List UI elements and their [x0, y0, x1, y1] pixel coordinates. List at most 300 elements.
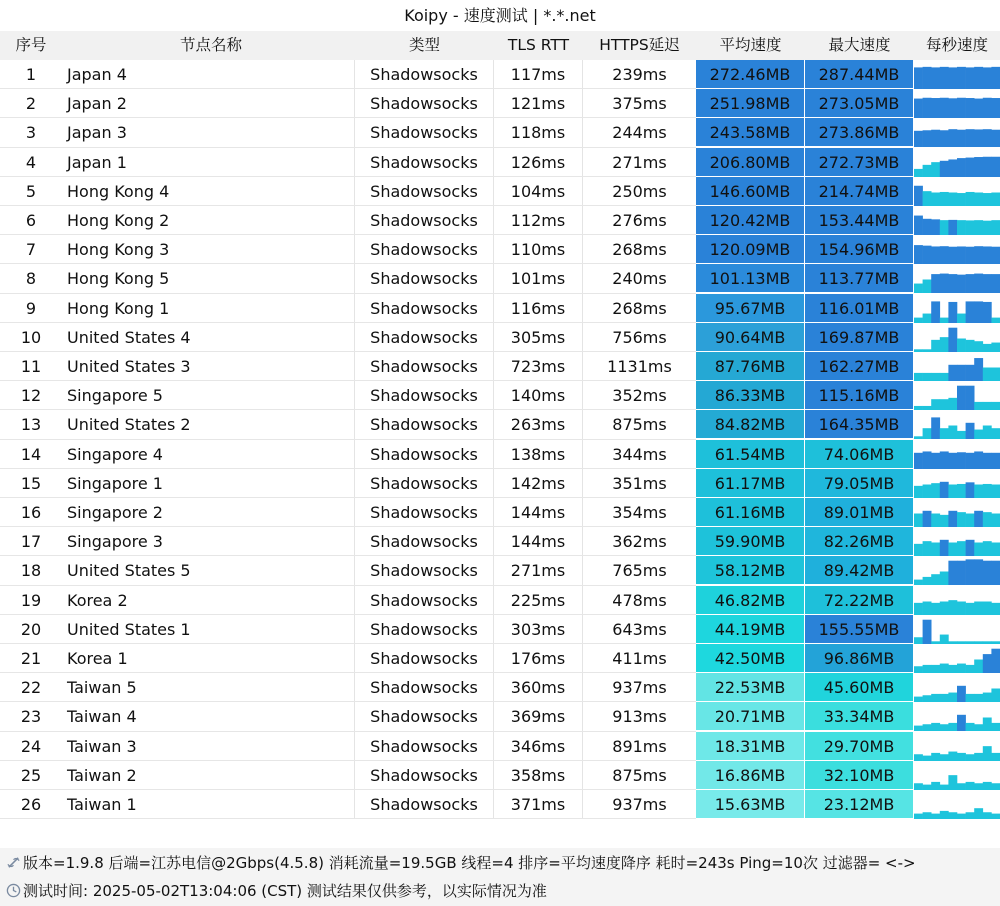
sparkline-bar [983, 156, 992, 176]
sparkline-bar [931, 452, 940, 468]
table-row[interactable] [0, 644, 1000, 673]
sparkline-bar [948, 398, 957, 410]
sparkline-bar [948, 775, 957, 790]
cell-avg-speed: 16.86MB [696, 761, 805, 790]
sparkline-bar [974, 451, 983, 469]
cell-per-second-speed [914, 732, 1000, 761]
header-https-latency[interactable]: HTTPS延迟 [583, 31, 696, 60]
sparkline-bar [931, 67, 940, 89]
cell-https-latency: 765ms [612, 561, 667, 581]
sparkline-bar [966, 602, 975, 614]
cell-tls-rtt: 142ms [494, 469, 583, 498]
sparkline-bar [966, 723, 975, 731]
sparkline-bar [931, 694, 940, 702]
table-row[interactable] [0, 294, 1000, 323]
sparkline-bar [948, 67, 957, 89]
cell-index: 1 [25, 65, 37, 84]
cell-per-second-speed [914, 264, 1000, 293]
sparkline-bar [991, 602, 1000, 614]
table-row[interactable] [0, 264, 1000, 293]
sparkline-bar [914, 373, 923, 381]
sparkline-bar [940, 131, 949, 148]
cell-avg-speed: 101.13MB [696, 264, 805, 293]
speed-sparkline [914, 644, 1000, 673]
footer-time-text: 测试时间: 2025-05-02T13:04:06 (CST) 测试结果仅供参考，以实际情况为准 [23, 882, 547, 900]
table-row[interactable] [0, 498, 1000, 527]
sparkline-bar [957, 67, 966, 89]
cell-avg-speed: 251.98MB [696, 89, 805, 118]
sparkline-bar [914, 697, 923, 702]
cell-https-latency: 411ms [612, 649, 667, 668]
sparkline-bar [974, 601, 983, 615]
sparkline-bar [914, 637, 923, 644]
cell-max-speed: 273.86MB [805, 118, 914, 147]
sparkline-bar [931, 373, 940, 381]
cell-avg-speed: 61.16MB [696, 498, 805, 527]
table-row[interactable] [0, 790, 1000, 819]
sparkline-bar [966, 386, 975, 410]
sparkline-bar [983, 402, 992, 410]
sparkline-bar [974, 274, 983, 293]
sparkline-bar [974, 402, 983, 410]
table-row[interactable] [0, 761, 1000, 790]
cell-per-second-speed [914, 586, 1000, 615]
sparkline-bar [991, 484, 1000, 498]
sparkline-bar [931, 814, 940, 819]
cell-node-name: Taiwan 5 [62, 673, 355, 702]
sparkline-bar [914, 284, 923, 293]
cell-https-latency: 239ms [612, 65, 667, 84]
cell-type: Shadowsocks [355, 469, 494, 498]
cell-max-speed: 287.44MB [805, 60, 914, 89]
cell-index: 16 [20, 503, 42, 522]
cell-per-second-speed [914, 89, 1000, 118]
cell-https-latency: 937ms [612, 678, 667, 698]
cell-node-name: United States 4 [62, 323, 355, 352]
table-row[interactable] [0, 235, 1000, 264]
sparkline-bar [966, 482, 975, 498]
sparkline-bar [914, 783, 923, 790]
cell-tls-rtt: 369ms [494, 702, 583, 731]
sparkline-bar [983, 368, 992, 382]
cell-max-speed: 116.01MB [805, 294, 914, 323]
cell-https-latency: 375ms [612, 94, 667, 114]
table-row[interactable] [0, 352, 1000, 381]
cell-per-second-speed [914, 761, 1000, 790]
sparkline-bar [983, 67, 992, 89]
cell-type: Shadowsocks [355, 381, 494, 410]
sparkline-bar [948, 426, 957, 440]
cell-index: 25 [20, 765, 42, 785]
cell-tls-rtt: 116ms [494, 294, 583, 323]
speed-sparkline [914, 381, 1000, 410]
sparkline-bar [914, 99, 923, 118]
cell-tls-rtt: 138ms [494, 440, 583, 469]
cell-max-speed: 72.22MB [805, 586, 914, 615]
speed-sparkline [914, 790, 1000, 819]
table-row[interactable] [0, 89, 1000, 118]
sparkline-bar [931, 301, 940, 323]
sparkline-bar [991, 220, 1000, 235]
sparkline-bar [957, 452, 966, 469]
cell-tls-rtt: 121ms [494, 89, 583, 118]
cell-tls-rtt: 140ms [494, 381, 583, 410]
sparkline-bar [940, 451, 949, 469]
sparkline-bar [923, 280, 932, 294]
sparkline-bar [983, 654, 992, 673]
sparkline-bar [940, 429, 949, 440]
cell-tls-rtt: 346ms [494, 732, 583, 761]
cell-https-latency: 250ms [612, 181, 667, 201]
sparkline-bar [957, 664, 966, 673]
footer-line-info [6, 849, 916, 877]
table-row[interactable] [0, 440, 1000, 469]
sparkline-bar [923, 484, 932, 498]
clock-icon [6, 883, 21, 898]
sparkline-bar [983, 98, 992, 118]
sparkline-bar [940, 160, 949, 176]
header-type[interactable]: 类型 [355, 31, 494, 60]
sparkline-bar [966, 514, 975, 528]
sparkline-bar [957, 386, 966, 410]
sparkline-bar [974, 130, 983, 148]
sparkline-bar [940, 67, 949, 89]
cell-type: Shadowsocks [355, 410, 494, 439]
sparkline-bar [931, 483, 940, 498]
sparkline-bar [957, 275, 966, 293]
speed-sparkline [914, 498, 1000, 527]
sparkline-bar [914, 67, 923, 89]
sparkline-bar [948, 274, 957, 293]
sparkline-bar [966, 301, 975, 323]
table-row[interactable] [0, 118, 1000, 147]
speed-sparkline [914, 732, 1000, 761]
sparkline-bar [940, 754, 949, 761]
cell-index: 4 [25, 152, 37, 172]
cell-node-name: Singapore 2 [62, 498, 355, 527]
cell-tls-rtt: 126ms [494, 148, 583, 177]
cell-https-latency: 276ms [612, 211, 667, 230]
cell-https-latency: 1131ms [607, 357, 672, 376]
speed-sparkline [914, 586, 1000, 615]
cell-type: Shadowsocks [355, 177, 494, 206]
table-row[interactable] [0, 410, 1000, 439]
sparkline-bar [974, 246, 983, 264]
sparkline-bar [923, 429, 932, 440]
table-row[interactable] [0, 702, 1000, 731]
cell-avg-speed: 120.42MB [696, 206, 805, 235]
sparkline-bar [983, 512, 992, 527]
cell-node-name: Hong Kong 4 [62, 177, 355, 206]
sparkline-bar [991, 247, 1000, 264]
speed-sparkline [914, 294, 1000, 323]
sparkline-bar [940, 811, 949, 819]
sparkline-bar [923, 313, 932, 322]
table-row[interactable] [0, 381, 1000, 410]
cell-node-name: United States 2 [62, 410, 355, 439]
sparkline-bar [966, 98, 975, 118]
cell-tls-rtt: 176ms [494, 644, 583, 673]
sparkline-bar [991, 752, 1000, 760]
cell-type: Shadowsocks [355, 323, 494, 352]
cell-type: Shadowsocks [355, 644, 494, 673]
sparkline-bar [974, 808, 983, 819]
sparkline-bar [957, 158, 966, 177]
cell-node-name: Singapore 5 [62, 381, 355, 410]
sparkline-bar [948, 130, 957, 148]
cell-index: 12 [20, 386, 42, 406]
sparkline-bar [974, 192, 983, 206]
cell-type: Shadowsocks [355, 60, 494, 89]
sparkline-bar [940, 317, 949, 322]
cell-index: 10 [20, 327, 42, 347]
cell-type: Shadowsocks [355, 352, 494, 381]
cell-node-name: Hong Kong 5 [62, 264, 355, 293]
cell-type: Shadowsocks [355, 790, 494, 819]
sparkline-bar [914, 317, 923, 322]
sparkline-bar [983, 812, 992, 819]
cell-tls-rtt: 104ms [494, 177, 583, 206]
sparkline-bar [948, 723, 957, 731]
sparkline-bar [991, 814, 1000, 819]
sparkline-bar [914, 486, 923, 498]
header-max-speed[interactable]: 最大速度 [805, 31, 914, 60]
speed-sparkline [914, 148, 1000, 177]
sparkline-bar [991, 192, 1000, 206]
cell-type: Shadowsocks [355, 264, 494, 293]
sparkline-bar [940, 220, 949, 235]
sparkline-bar [931, 247, 940, 265]
cell-per-second-speed [914, 118, 1000, 147]
sparkline-bar [957, 431, 966, 439]
cell-tls-rtt: 271ms [494, 556, 583, 585]
cell-tls-rtt: 371ms [494, 790, 583, 819]
sparkline-bar [991, 723, 1000, 731]
sparkline-bar [948, 600, 957, 615]
cell-avg-speed: 58.12MB [696, 556, 805, 585]
sparkline-bar [940, 540, 949, 556]
cell-index: 3 [25, 123, 37, 143]
sparkline-bar [931, 219, 940, 235]
cell-max-speed: 113.77MB [805, 264, 914, 293]
sparkline-bar [940, 98, 949, 118]
cell-per-second-speed [914, 177, 1000, 206]
cell-node-name: Singapore 4 [62, 440, 355, 469]
sparkline-bar [991, 452, 1000, 468]
link-icon [6, 855, 21, 870]
sparkline-bar [914, 580, 923, 585]
sparkline-bar [948, 693, 957, 702]
cell-node-name: Hong Kong 3 [62, 235, 355, 264]
cell-node-name: Taiwan 4 [62, 702, 355, 731]
sparkline-bar [914, 514, 923, 528]
cell-https-latency: 268ms [612, 240, 667, 260]
table-row[interactable] [0, 469, 1000, 498]
cell-https-latency: 354ms [612, 503, 667, 522]
cell-max-speed: 74.06MB [805, 440, 914, 469]
sparkline-bar [923, 541, 932, 556]
table-row[interactable] [0, 206, 1000, 235]
cell-avg-speed: 90.64MB [696, 323, 805, 352]
cell-avg-speed: 84.82MB [696, 410, 805, 439]
cell-index: 21 [20, 649, 42, 668]
cell-tls-rtt: 723ms [494, 352, 583, 381]
sparkline-bar [923, 191, 932, 206]
cell-avg-speed: 206.80MB [696, 148, 805, 177]
sparkline-bar [991, 156, 1000, 176]
sparkline-bar [940, 664, 949, 673]
cell-node-name: Japan 4 [62, 60, 355, 89]
table-row[interactable] [0, 732, 1000, 761]
cell-https-latency: 875ms [612, 415, 667, 435]
cell-max-speed: 82.26MB [805, 527, 914, 556]
sparkline-bar [914, 216, 923, 235]
sparkline-bar [940, 399, 949, 410]
cell-avg-speed: 42.50MB [696, 644, 805, 673]
sparkline-bar [923, 67, 932, 89]
sparkline-bar [948, 302, 957, 323]
sparkline-bar [974, 694, 983, 702]
sparkline-bar [957, 601, 966, 615]
sparkline-bar [931, 418, 940, 440]
sparkline-bar [923, 695, 932, 702]
sparkline-bar [966, 157, 975, 176]
sparkline-bar [957, 484, 966, 498]
cell-tls-rtt: 358ms [494, 761, 583, 790]
sparkline-bar [923, 755, 932, 760]
cell-https-latency: 937ms [612, 795, 667, 814]
header-per-second-speed[interactable]: 每秒速度 [914, 31, 1000, 60]
sparkline-bar [931, 192, 940, 206]
header-tls-rtt[interactable]: TLS RTT [494, 31, 583, 60]
table-row[interactable] [0, 556, 1000, 585]
sparkline-bar [966, 247, 975, 264]
cell-node-name: Singapore 3 [62, 527, 355, 556]
sparkline-bar [974, 543, 983, 557]
cell-index: 5 [25, 181, 37, 201]
cell-per-second-speed [914, 527, 1000, 556]
sparkline-bar [983, 274, 992, 293]
sparkline-bar [983, 426, 992, 440]
cell-node-name: Taiwan 2 [62, 761, 355, 790]
cell-https-latency: 352ms [612, 386, 667, 406]
sparkline-bar [966, 220, 975, 235]
cell-avg-speed: 95.67MB [696, 294, 805, 323]
cell-per-second-speed [914, 469, 1000, 498]
cell-type: Shadowsocks [355, 702, 494, 731]
cell-avg-speed: 61.17MB [696, 469, 805, 498]
sparkline-bar [983, 221, 992, 235]
sparkline-bar [957, 512, 966, 527]
sparkline-bar [940, 694, 949, 702]
sparkline-bar [948, 327, 957, 351]
cell-https-latency: 362ms [612, 532, 667, 552]
cell-max-speed: 154.96MB [805, 235, 914, 264]
sparkline-bar [991, 274, 1000, 293]
speed-sparkline [914, 206, 1000, 235]
cell-node-name: Japan 1 [62, 148, 355, 177]
sparkline-bar [948, 484, 957, 498]
sparkline-bar [948, 247, 957, 264]
header-avg-speed[interactable]: 平均速度 [696, 31, 805, 60]
sparkline-bar [948, 192, 957, 206]
sparkline-bar [923, 131, 932, 148]
cell-per-second-speed [914, 235, 1000, 264]
sparkline-bar [957, 130, 966, 147]
table-row[interactable] [0, 60, 1000, 89]
table-row[interactable] [0, 323, 1000, 352]
cell-type: Shadowsocks [355, 732, 494, 761]
table-row[interactable] [0, 586, 1000, 615]
cell-max-speed: 162.27MB [805, 352, 914, 381]
speed-sparkline [914, 323, 1000, 352]
sparkline-bar [931, 162, 940, 177]
sparkline-bar [948, 365, 957, 381]
speed-sparkline [914, 89, 1000, 118]
sparkline-bar [974, 783, 983, 790]
sparkline-bar [923, 725, 932, 732]
sparkline-bar [974, 99, 983, 118]
table-row[interactable] [0, 527, 1000, 556]
header-index[interactable]: 序号 [0, 31, 62, 60]
sparkline-bar [991, 130, 1000, 147]
cell-index: 19 [20, 590, 42, 610]
sparkline-bar [957, 313, 966, 322]
cell-index: 18 [20, 561, 42, 581]
table-row[interactable] [0, 148, 1000, 177]
sparkline-bar [966, 67, 975, 89]
cell-tls-rtt: 263ms [494, 410, 583, 439]
table-row[interactable] [0, 673, 1000, 702]
cell-avg-speed: 87.76MB [696, 352, 805, 381]
sparkline-bar [914, 754, 923, 761]
cell-per-second-speed [914, 381, 1000, 410]
cell-per-second-speed [914, 673, 1000, 702]
cell-index: 22 [20, 678, 42, 698]
sparkline-bar [923, 577, 932, 585]
cell-max-speed: 155.55MB [805, 615, 914, 644]
cell-node-name: Hong Kong 2 [62, 206, 355, 235]
cell-index: 8 [25, 269, 37, 289]
sparkline-bar [923, 219, 932, 235]
sparkline-bar [983, 344, 992, 352]
cell-type: Shadowsocks [355, 206, 494, 235]
table-row[interactable] [0, 615, 1000, 644]
sparkline-bar [931, 543, 940, 557]
table-row[interactable] [0, 177, 1000, 206]
cell-https-latency: 268ms [612, 298, 667, 318]
cell-https-latency: 913ms [612, 707, 667, 727]
row-separator [0, 818, 696, 819]
sparkline-bar [957, 715, 966, 731]
sparkline-bar [914, 814, 923, 819]
cell-tls-rtt: 225ms [494, 586, 583, 615]
sparkline-bar [923, 373, 932, 381]
sparkline-bar [966, 423, 975, 439]
header-node-name[interactable]: 节点名称 [62, 31, 355, 60]
cell-avg-speed: 146.60MB [696, 177, 805, 206]
cell-type: Shadowsocks [355, 235, 494, 264]
speed-sparkline [914, 60, 1000, 89]
sparkline-bar [991, 317, 1000, 322]
cell-avg-speed: 44.19MB [696, 615, 805, 644]
cell-tls-rtt: 101ms [494, 264, 583, 293]
cell-index: 6 [25, 211, 37, 230]
cell-https-latency: 478ms [612, 590, 667, 610]
table-header [0, 31, 1000, 60]
cell-per-second-speed [914, 644, 1000, 673]
sparkline-bar [991, 342, 1000, 351]
